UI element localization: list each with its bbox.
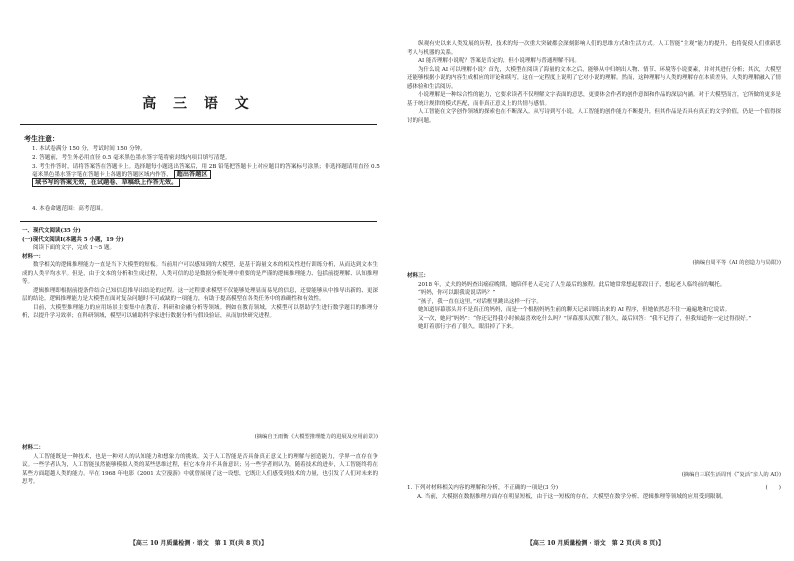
notice-boxed-2: 域书写的答案无效，在试题卷、草稿纸上作答无效。 [32,178,180,187]
sub-one-heading: (一)现代文阅读Ⅰ(本题共 5 小题，19 分) [22,236,124,243]
material-two-para: 人工智能既是一种技术，也是一种对人的认知能力和想象力的挑战。关于人工智能是否具备真正意义上的理解与创造能力，学界一直存在争议。一些学者认为，人工智能虽然能够模拟人类的某些思维过程，但它本身并不具备意识；另一些学者则认为，随着技术的进步，人工智能终将在某些方面超越人类的能力。早在 1968 年电影《2001 太空漫游》中就曾展现了这一设想，它既让人们感受到技术的力量，也引发了人们对未来的思考。 [22,453,378,485]
reading-section [22,227,378,321]
material-one-title: 材料一： [22,253,45,260]
material-two-source: (摘编自周平等《AI 的创造力与局限》) [692,260,781,266]
page-footer-1: 【高三 10 月质量检测 · 语文 第 1 页(共 8 页)】 [129,540,268,547]
material-one-para: 数学相关的逻辑推理能力一直是当下大模型的短板。当前用户可以感知到的大模型，是基于海量文本的相关性进行训练分析，从而达到文本生成的人类平均水平。但是，由于文本的分析和生成过程，人类可信的总是数据分析处理中重要的是严谨的逻辑推理能力、包括前提理解、认知推理等。 [22,262,378,285]
section-one-heading: 一、现代文阅读(35 分) [22,228,81,234]
material-three-para: 2018 年，丈夫的妈妈查出癌症晚期，她陪伴老人走完了人生最后的旅程。此后她常常想起那段日子，想起老人临终前的嘱托。 [418,281,726,288]
material-three-source: (摘编自三联生活周刊《“复活”亲人的 AI》) [681,472,781,478]
material-one-source: (摘编自王雨衡《大模型推理能力的进展及应用前景》) [254,434,378,440]
question-1 [407,484,781,501]
intro-para: AI 能否理解小说呢？答案是肯定的，但小说理解与普通理解不同。 [418,58,580,64]
question-1-stem: 1. 下列对材料相关内容的理解和分析，不正确的一项是(3 分) [407,485,559,491]
material-one-para: 目前，大模型推理能力的应用场景主要集中在教育、科研和金融分析等领域。例如在教育领域，大模型可以帮助学生进行数学题目的推理分析，以提升学习效率；在科研领域，模型可以辅助科学家进行数据分析与假设验证，从而加快研究进程。 [22,304,378,319]
instruction: 阅读下面的文字，完成 1～5 题。 [33,245,115,251]
material-one-para: 逻辑推理即根据前提条件结合已知信息推导出结论的过程。这一过程要求模型不仅能够处理显而易见的信息，还要能够从中推导出新的、更深层的结论。逻辑推理能力是大模型在面对复杂问题时不可或缺的一项能力，有助于提高模型在各类任务中的准确性和有效性。 [22,287,378,302]
title-divider [20,124,377,125]
material-three-para: “妈妈，你可以跟我说说话吗？” [418,290,496,296]
right-page [397,0,794,561]
notice-1: 1. 本试卷满分 150 分，考试时间 150 分钟。 [32,146,146,152]
intro-para: 小说理解是一种综合性的能力，它要求读者不仅理解文字表面的意思，更要体会作者的创作意图和作品的深层内涵。对于大模型而言，它所做的更多是基于统计规律的模式匹配，而非真正意义上的共情与感悟。 [407,92,782,107]
notice-3 [32,163,382,187]
material-three-para: 她知道屏幕那头并不是真正的妈妈，而是一个根据妈妈生前的聊天记录训练出来的 AI 程序，但她依然忍不住一遍遍地和它说话。 [418,307,731,313]
notice-heading: 考生注意： [24,134,59,143]
material-two-title: 材料二： [22,445,45,451]
notice-divider [20,221,377,222]
intro-para: 人工智能在文学创作领域的探索也在不断深入。从写诗到写小说，人工智能的创作能力不断提升，但其作品是否具有真正的文学价值，仍是一个值得探讨的问题。 [407,109,782,124]
material-three-para: 又一次，她问“妈妈”：“你还记得我小时候最喜欢吃什么吗？”屏幕那头沉默了很久，最后回答：“我不记得了，但我知道你一定过得很好。” [418,315,752,322]
material-three-title: 材料三： [407,273,430,279]
material-two [22,444,378,487]
page-footer-2: 【高三 10 月质量检测 · 语文 第 2 页(共 8 页)】 [526,540,665,547]
material-three [407,272,781,332]
intro-para: 纵观有史以来人类发展的历程，技术的每一次重大突破都会深刻影响人们的思维方式和生活方式。人工智能“主观”能力的提升，也将促使人们重新思考人与机器的关系。 [407,41,781,56]
notice-4: 4. 本卷命题范围：高考范围。 [32,206,107,212]
question-1-option-a: A. 当前，大模据在数据推理方面存在明显短板，由于这一短板的存在，大模型在数学分析、逻辑推理等领域的应用受到限制。 [417,493,727,500]
notice-boxed-1: 超出答题区 [174,170,211,179]
intro-para: 为什么说 AI 可以理解小说？首先，大模型在阅读了海量的文本之后，能够从中归纳出人物、情节、环境等小说要素，并对其进行分析；其次，大模型还能够根据小说的内容生成相应的评论和续写，这在一定程度上说明了它对小说的理解。然而，这种理解与人类的理解存在本质差异，人类的理解融入了情感体验和生活阅历。 [407,66,782,90]
exam-title: 高 三 语 文 [142,96,255,112]
material-three-para: “孩子，我一直在这里。”对话框里跳出这样一行字。 [418,298,542,305]
material-three-para: 她盯着那行字看了很久，眼泪掉了下来。 [418,324,518,330]
material-two-continued [407,40,781,125]
answer-paren: ( ) [765,485,781,491]
notice-2: 2. 答题前，考生务必用直径 0.5 毫米黑色墨水签字笔将密封线内项目填写清楚。 [32,155,231,161]
notice-3-text: 3. 考生作答时，请将答案答在答题卡上。选择题每小题选出答案后，用 2B 铅笔把答题卡上对应题目的答案标号涂黑；非选择题请用直径 0.5 毫米黑色墨水签字笔在答题卡上各题的答题区域内作答， [32,164,380,178]
